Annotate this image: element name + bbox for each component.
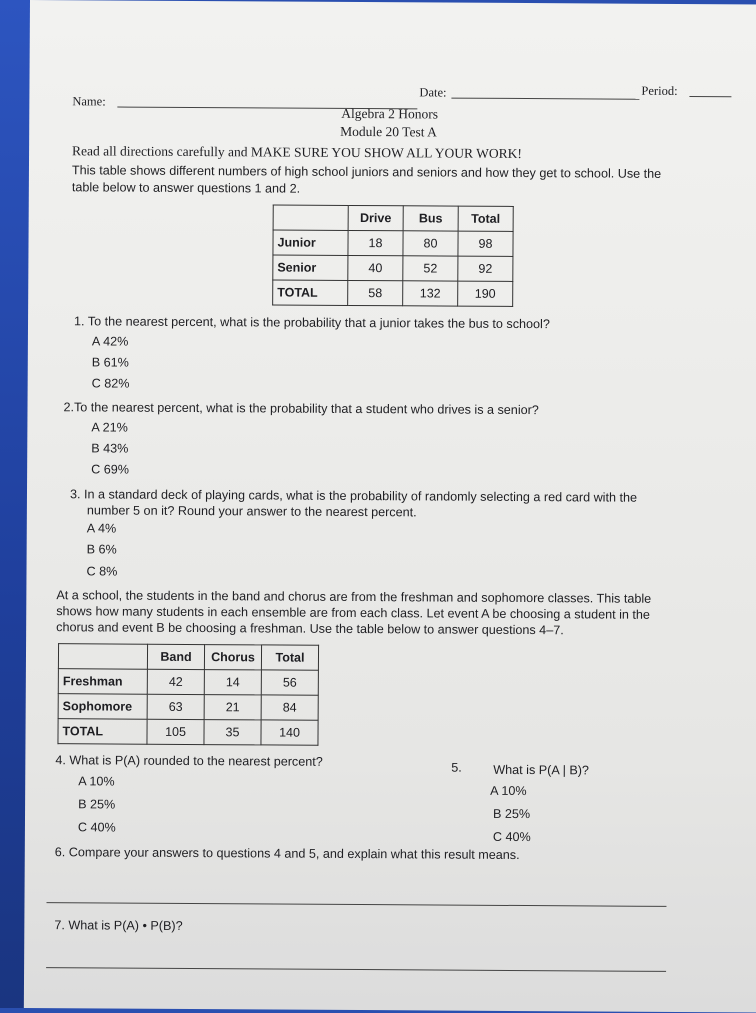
column-header: Drive bbox=[348, 205, 403, 230]
table-row bbox=[273, 280, 513, 306]
table-cell: 56 bbox=[261, 670, 318, 695]
table-cell: 18 bbox=[348, 230, 403, 255]
q3-option-c[interactable]: C 8% bbox=[86, 564, 118, 579]
table-corner bbox=[273, 205, 348, 230]
table-cell: 58 bbox=[348, 280, 403, 305]
table-header-row bbox=[273, 205, 513, 231]
question-3-line2: number 5 on it? Round your answer to the nearest percent. bbox=[86, 503, 417, 520]
table-cell: 92 bbox=[458, 256, 513, 281]
period-line[interactable] bbox=[689, 96, 731, 97]
column-header: Band bbox=[147, 644, 204, 669]
table-cell: 80 bbox=[403, 231, 458, 256]
table-cell: 35 bbox=[204, 720, 261, 745]
question-7: 7. What is P(A) • P(B)? bbox=[54, 918, 183, 933]
column-header: Total bbox=[458, 206, 513, 231]
row-header: Junior bbox=[273, 230, 348, 255]
intro1-line2: table below to answer questions 1 and 2. bbox=[71, 180, 301, 196]
table-cell: 63 bbox=[147, 694, 204, 719]
test-title: Module 20 Test A bbox=[340, 123, 437, 140]
row-header: TOTAL bbox=[273, 280, 348, 305]
column-header: Chorus bbox=[204, 645, 261, 670]
ensemble-table bbox=[57, 643, 319, 746]
table-cell: 42 bbox=[147, 669, 204, 694]
q2-option-c[interactable]: C 69% bbox=[91, 462, 129, 477]
q7-answer-line[interactable] bbox=[46, 967, 666, 972]
table-cell: 40 bbox=[348, 255, 403, 280]
column-header: Total bbox=[261, 645, 318, 670]
table-row bbox=[273, 255, 513, 281]
row-header: Senior bbox=[273, 255, 348, 280]
q3-option-b[interactable]: B 6% bbox=[86, 542, 117, 557]
row-header: Sophomore bbox=[58, 694, 147, 720]
q6-answer-line[interactable] bbox=[46, 902, 666, 907]
transport-table bbox=[272, 204, 514, 306]
table-cell: 190 bbox=[458, 281, 513, 306]
table-cell: 84 bbox=[261, 695, 318, 720]
table-row bbox=[58, 719, 318, 746]
table-row bbox=[58, 694, 318, 721]
question-4: 4. What is P(A) rounded to the nearest percent? bbox=[55, 753, 323, 769]
table-cell: 105 bbox=[147, 719, 204, 744]
q1-option-c[interactable]: C 82% bbox=[91, 376, 130, 391]
q3-option-a[interactable]: A 4% bbox=[86, 521, 117, 536]
row-header: Freshman bbox=[58, 669, 147, 695]
column-header: Bus bbox=[403, 206, 458, 231]
intro1-line1: This table shows different numbers of high school juniors and seniors and how they get to school. Use the bbox=[71, 163, 662, 181]
date-label: Date: bbox=[419, 85, 447, 100]
test-paper bbox=[24, 0, 756, 1013]
row-header: TOTAL bbox=[58, 719, 147, 745]
q4-option-b[interactable]: B 25% bbox=[78, 797, 116, 812]
q1-option-b[interactable]: B 61% bbox=[91, 355, 129, 370]
q5-option-c[interactable]: C 40% bbox=[492, 829, 531, 845]
question-5: What is P(A | B)? bbox=[493, 762, 590, 778]
intro2-line3: chorus and event B be choosing a freshman. Use the table below to answer questions 4–7. bbox=[56, 620, 564, 638]
q5-option-a[interactable]: A 10% bbox=[490, 783, 527, 799]
table-cell: 132 bbox=[403, 281, 458, 306]
q2-option-a[interactable]: A 21% bbox=[91, 420, 128, 435]
question-5-number: 5. bbox=[451, 760, 462, 775]
table-cell: 21 bbox=[204, 695, 261, 720]
q4-option-c[interactable]: C 40% bbox=[77, 820, 116, 835]
intro2-line1: At a school, the students in the band and chorus are from the freshman and sophomore classes. This table bbox=[56, 588, 652, 606]
q1-option-a[interactable]: A 42% bbox=[91, 334, 129, 349]
directions: Read all directions carefully and MAKE SURE YOU SHOW ALL YOUR WORK! bbox=[72, 143, 522, 162]
table-corner bbox=[58, 644, 147, 670]
period-label: Period: bbox=[641, 83, 678, 98]
course-title: Algebra 2 Honors bbox=[341, 105, 439, 122]
table-cell: 14 bbox=[204, 670, 261, 695]
table-cell: 98 bbox=[458, 231, 513, 256]
table-cell: 52 bbox=[403, 256, 458, 281]
table-header-row bbox=[58, 644, 318, 671]
date-line[interactable] bbox=[451, 98, 639, 100]
q2-option-b[interactable]: B 43% bbox=[91, 441, 129, 456]
question-6: 6. Compare your answers to questions 4 and 5, and explain what this result means. bbox=[54, 845, 520, 863]
name-label: Name: bbox=[72, 94, 106, 109]
table-row bbox=[58, 669, 318, 696]
q5-option-b[interactable]: B 25% bbox=[492, 806, 531, 822]
intro2-line2: shows how many students in each ensemble are from each class. Let event A be choosing a student in the bbox=[56, 604, 650, 622]
table-cell: 140 bbox=[261, 720, 318, 745]
question-2: 2.To the nearest percent, what is the probability that a student who drives is a senior? bbox=[63, 400, 539, 418]
question-3-line1: 3. In a standard deck of playing cards, what is the probability of randomly selecting a red card with the bbox=[69, 487, 638, 505]
table-row bbox=[273, 230, 513, 256]
question-1: 1. To the nearest percent, what is the probability that a junior takes the bus to school? bbox=[73, 314, 550, 332]
q4-option-a[interactable]: A 10% bbox=[78, 774, 115, 789]
